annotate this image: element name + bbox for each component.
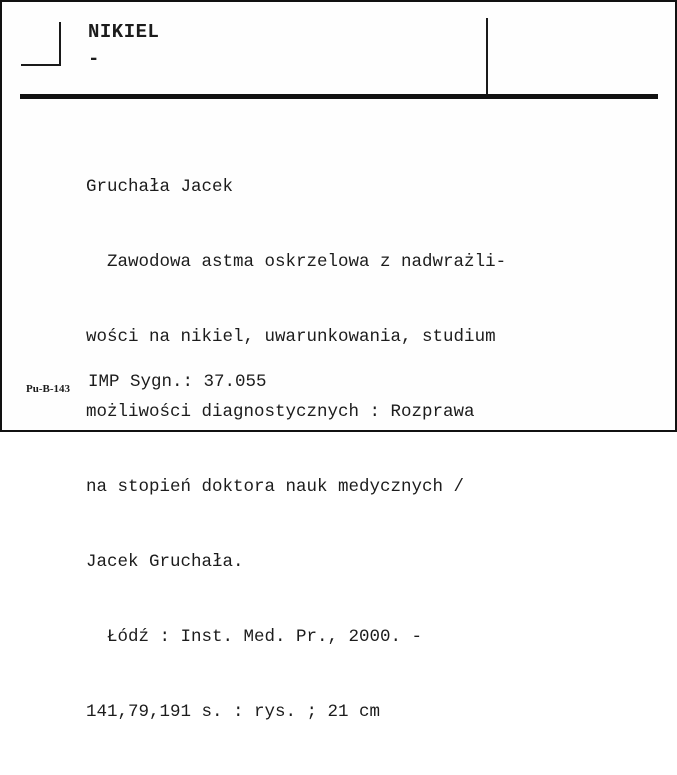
location-stamp: Pu-B-143	[26, 383, 70, 395]
header-divider-vertical	[486, 18, 488, 96]
corner-bracket-vertical	[59, 22, 61, 66]
physical-description-line: 141,79,191 s. : rys. ; 21 cm	[86, 702, 381, 722]
title-line-3: możliwości diagnostycznych : Rozprawa	[86, 402, 475, 422]
author-line: Gruchała Jacek	[86, 177, 234, 197]
corner-bracket-horizontal	[21, 64, 61, 66]
responsibility-line: Jacek Gruchała.	[86, 552, 244, 572]
call-number: IMP Sygn.: 37.055	[88, 372, 267, 392]
bibliographic-entry	[86, 125, 506, 775]
title-line-1: Zawodowa astma oskrzelowa z nadwrażli-	[86, 252, 507, 272]
imprint-line: Łódź : Inst. Med. Pr., 2000. -	[86, 627, 423, 647]
subject-heading-dash: -	[88, 48, 100, 70]
title-line-2: wości na nikiel, uwarunkowania, studium	[86, 327, 496, 347]
title-line-4: na stopień doktora nauk medycznych /	[86, 477, 465, 497]
header-rule	[20, 94, 658, 99]
subject-heading: NIKIEL	[88, 21, 160, 43]
